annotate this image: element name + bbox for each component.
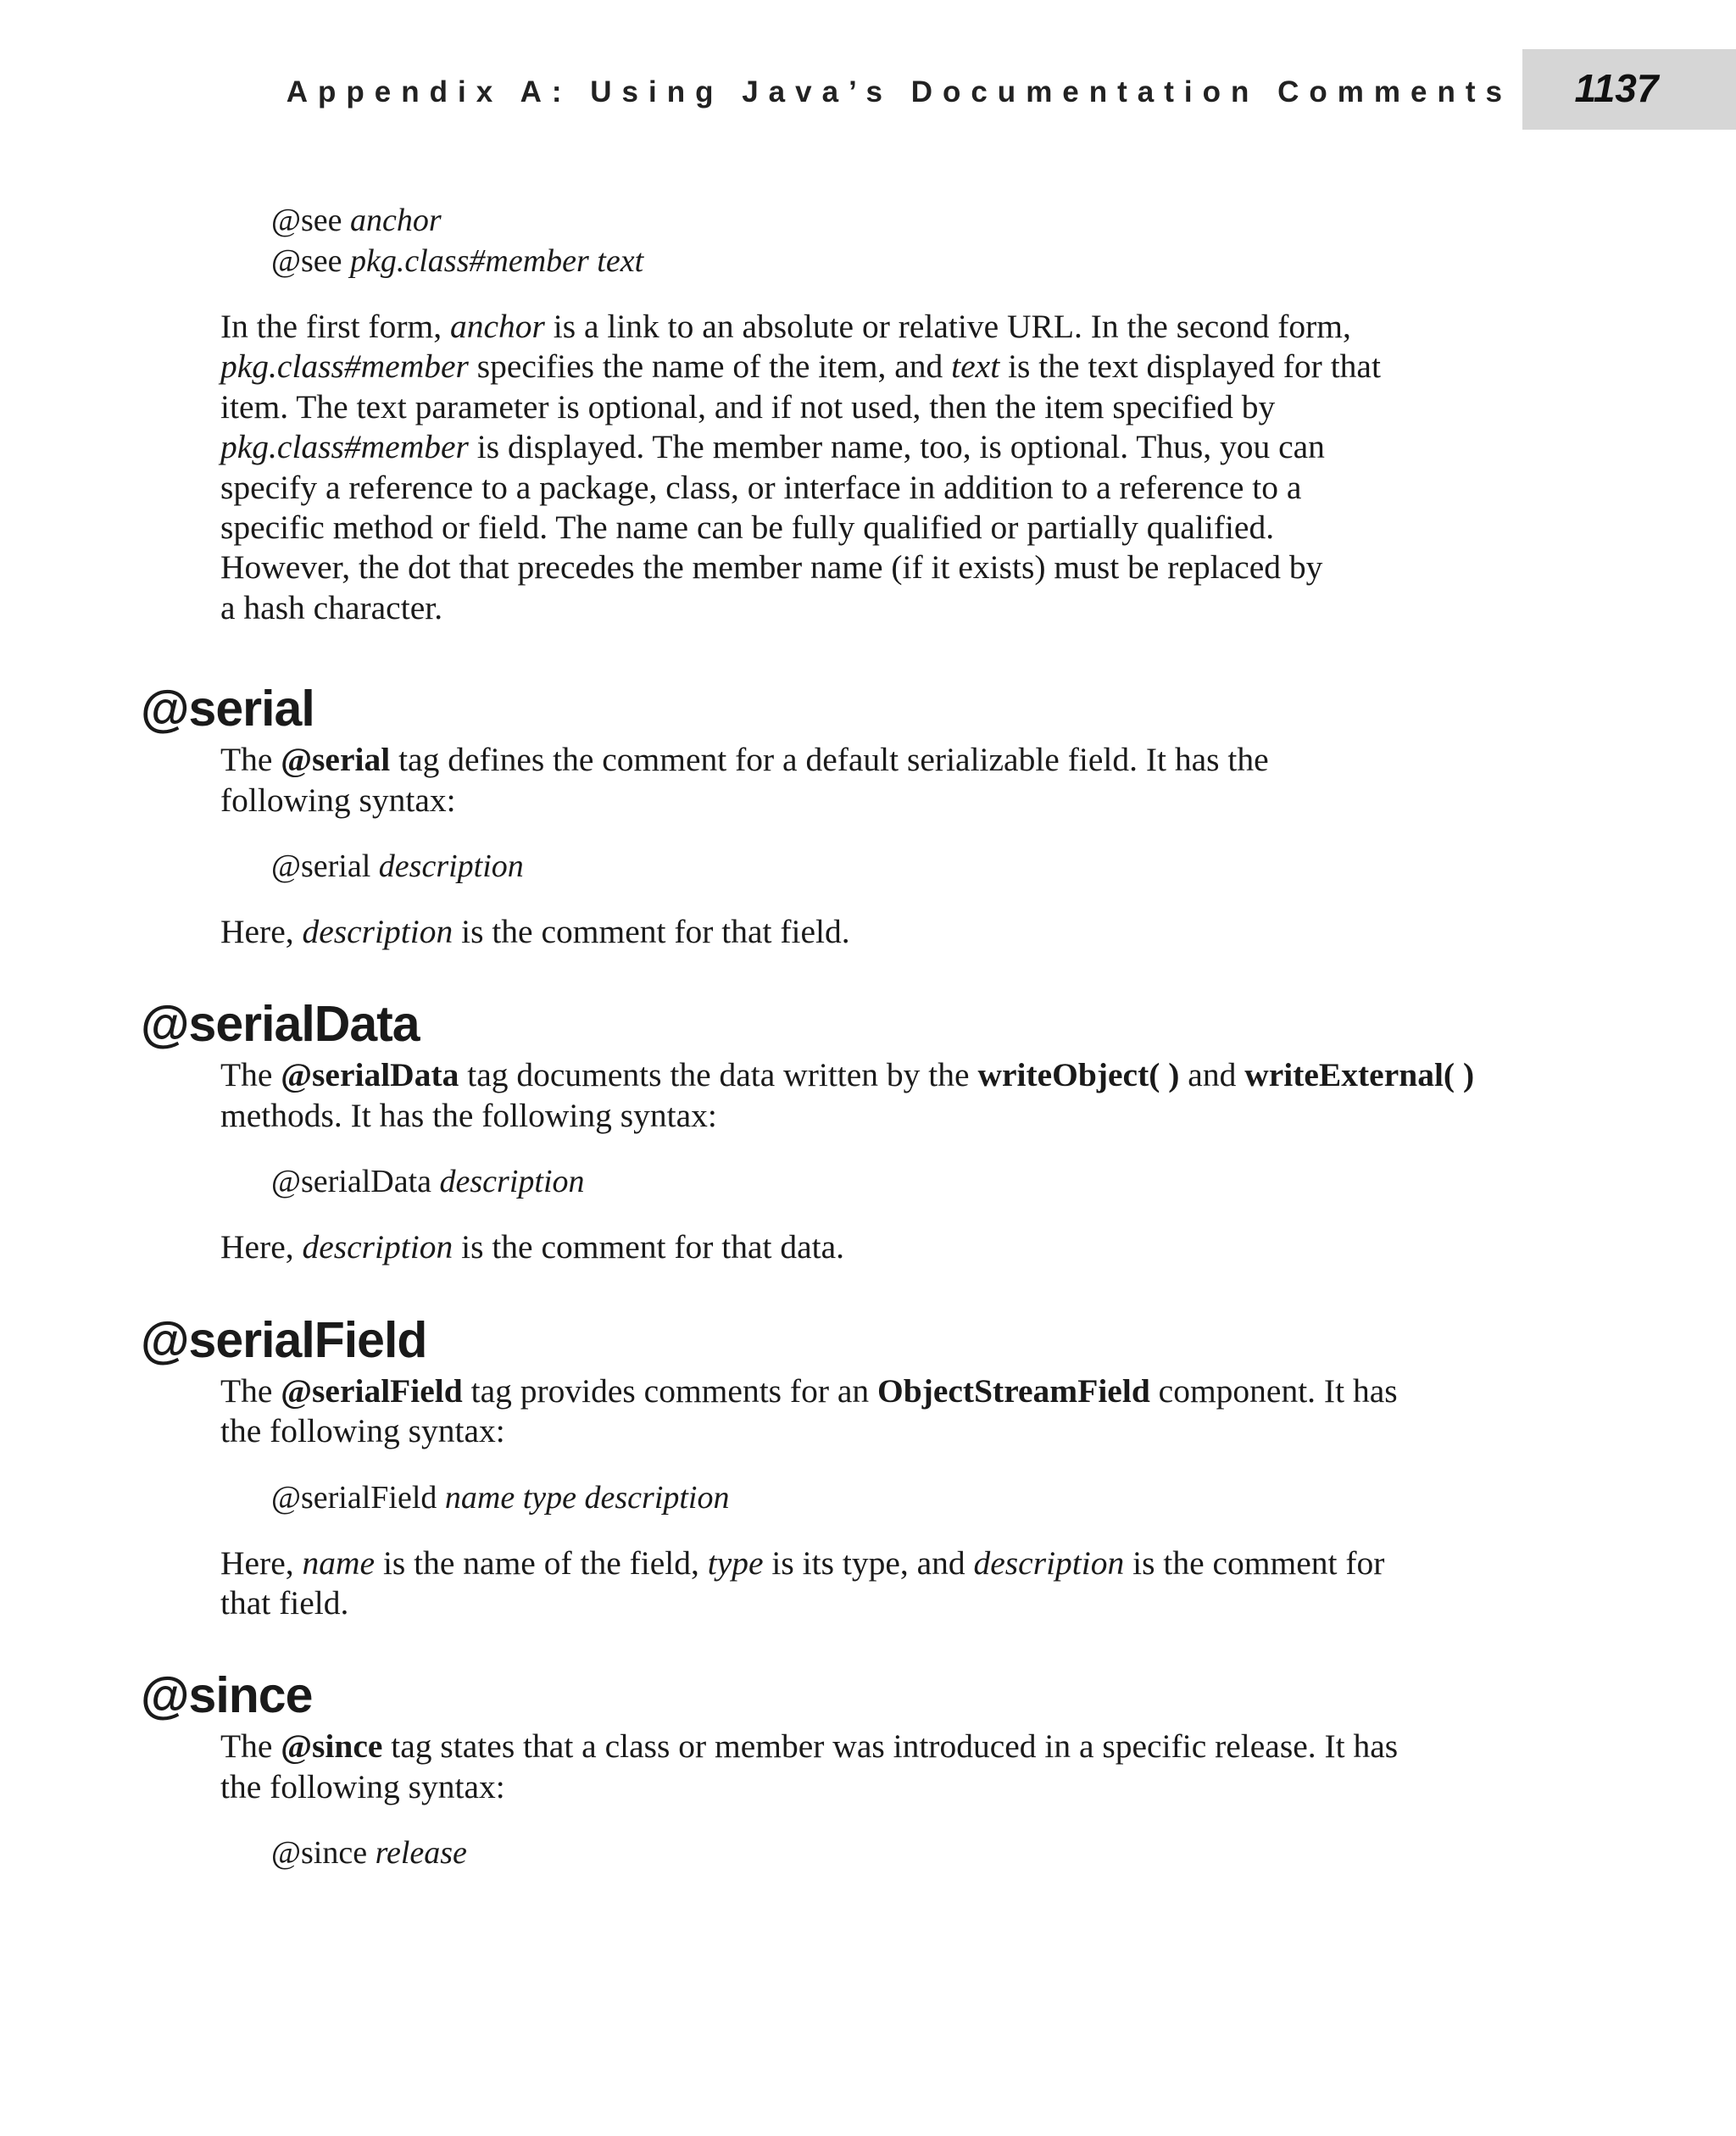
serial-intro: The @serial tag defines the comment for a default serializable field. It has the following syntax: bbox=[220, 741, 1269, 819]
running-head: Appendix A: Using Java’s Documentation Comments bbox=[286, 75, 1512, 108]
since-intro: The @since tag states that a class or member was introduced in a specific release. It has the following syntax: bbox=[220, 1727, 1399, 1805]
since-heading: @since bbox=[141, 1667, 313, 1724]
serialdata-syntax: @serialData description bbox=[271, 1164, 585, 1200]
serialfield-heading: @serialField bbox=[141, 1311, 427, 1368]
serialfield-syntax: @serialField name type description bbox=[271, 1479, 730, 1516]
serialfield-explanation: Here, name is the name of the field, type is its type, and description is the comment for that field. bbox=[220, 1544, 1385, 1621]
see-syntax-anchor: @see anchor bbox=[271, 203, 442, 238]
serialdata-heading: @serialData bbox=[141, 996, 420, 1053]
serialdata-explanation: Here, description is the comment for that data. bbox=[220, 1228, 845, 1266]
serialdata-intro: The @serialData tag documents the data written by the writeObject( ) and writeExternal( ) methods. It has the following syntax: bbox=[220, 1056, 1475, 1134]
serial-heading: @serial bbox=[141, 681, 314, 737]
page-content bbox=[141, 200, 1531, 1873]
serial-syntax: @serial description bbox=[271, 848, 524, 885]
serial-explanation: Here, description is the comment for that field. bbox=[220, 913, 850, 951]
see-syntax-member: @see pkg.class#member text bbox=[271, 243, 644, 279]
see-description: In the first form, anchor is a link to an absolute or relative URL. In the second form, pkg.class#member specifies the name of the item, and text is the text displayed for that item. The text parameter is optional, and if not used, then the item specified by pkg.class#member is displayed. The member name, too, is optional. Thus, you can specify a reference to a package, class, or interface in addition to a reference to a specific method or field. The name can be fully qualified or partially qualified. However, the dot that precedes the member name (if it exists) must be replaced by a hash character. bbox=[220, 308, 1381, 626]
page-number: 1137 bbox=[1574, 66, 1659, 110]
since-syntax: @since release bbox=[271, 1835, 467, 1872]
serialfield-intro: The @serialField tag provides comments for an ObjectStreamField component. It has the following syntax: bbox=[220, 1371, 1398, 1450]
